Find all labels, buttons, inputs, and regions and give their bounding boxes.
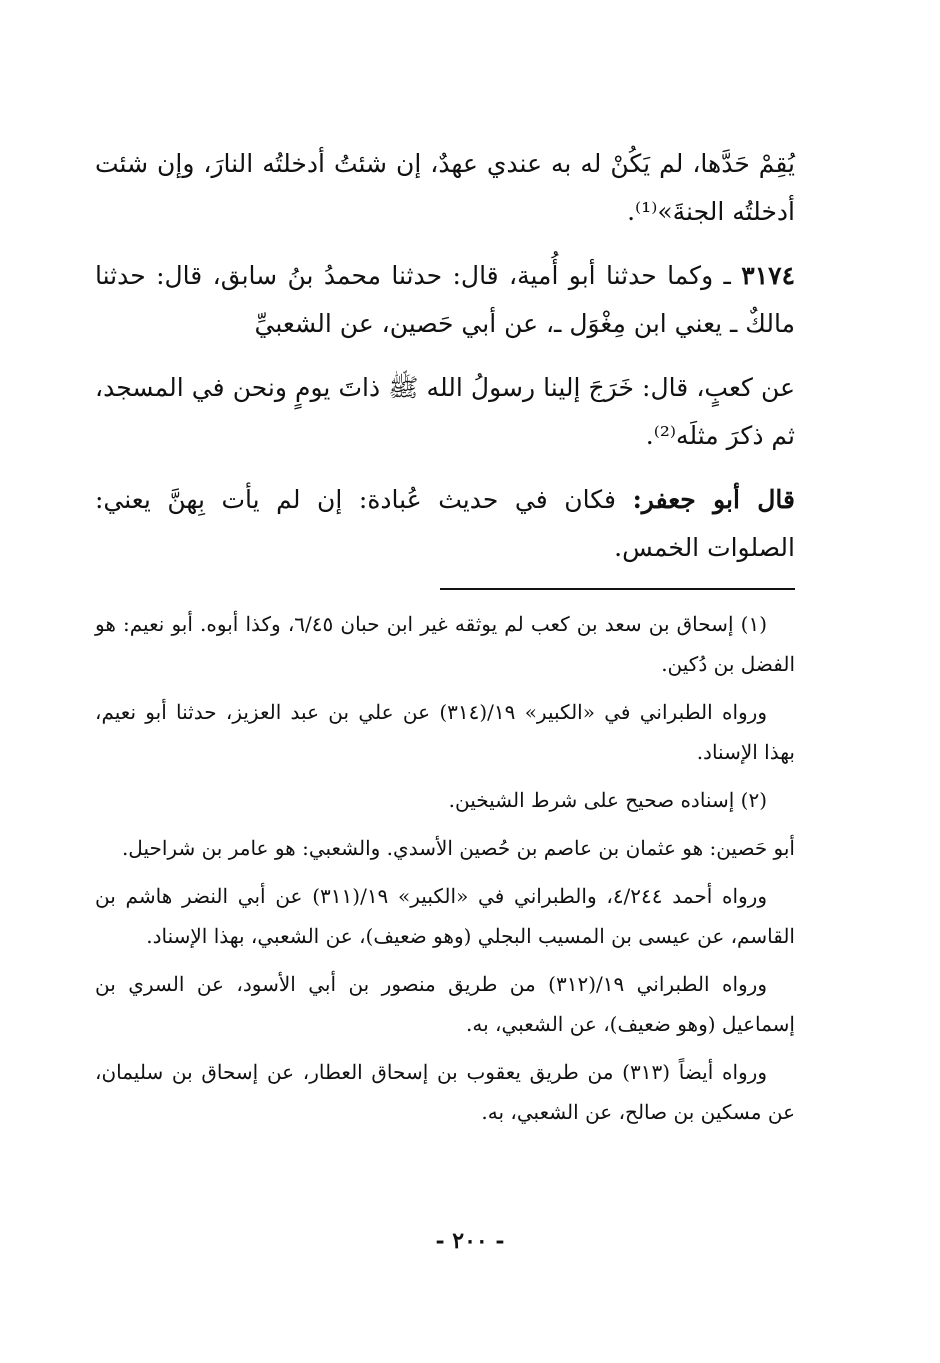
footnote-1-cont: ورواه الطبراني في «الكبير» ١٩/(٣١٤) عن علي بن عبد العزيز، حدثنا أبو نعيم، بهذا الإسناد. [95,700,795,764]
paragraph-continuation: يُقِمْ حَدَّها، لم يَكُنْ له به عندي عهدٌ، إن شئتُ أدخلتُه النارَ، وإن شئت أدخلتُه الجنةَ»⁽¹⁾. [95,149,795,226]
footnotes [95,604,795,1132]
footnote-2-cont: أبو حَصين: هو عثمان بن عاصم بن حُصين الأسدي. والشعبي: هو عامر بن شراحيل. [121,836,795,860]
hadith-3174 [95,252,795,348]
footnote-2-cont: ورواه الطبراني ١٩/(٣١٢) من طريق منصور بن أبي الأسود، عن السري بن إسماعيل (وهو ضعيف)، عن الشعبي، به. [95,972,795,1036]
author-comment-text: فكان في حديث عُبادة: إن لم يأت بِهنَّ يعني: الصلوات الخمس. [95,485,795,562]
hadith-isnad: ـ وكما حدثنا أبو أُمية، قال: حدثنا محمدُ بنُ سابق، قال: حدثنا مالكٌ ـ يعني ابن مِغْوَل ـ، عن أبي حَصين، عن الشعبيِّ [95,261,795,338]
footnote-2: (٢) إسناده صحيح على شرط الشيخين. [448,788,767,812]
footnote-separator [440,588,795,590]
hadith-matn: عن كعبٍ، قال: خَرَجَ إلينا رسولُ الله ﷺ ذاتَ يومٍ ونحن في المسجد، ثم ذكرَ مثلَه⁽²⁾. [95,373,795,450]
author-comment-lead: قال أبو جعفر: [632,485,795,514]
footnote-2-cont: ورواه أحمد ٤/٢٤٤، والطبراني في «الكبير» ١٩/(٣١١) عن أبي النضر هاشم بن القاسم، عن عيسى بن المسيب البجلي (وهو ضعيف)، عن الشعبي، بهذا الإسناد. [95,884,795,948]
hadith-number: ٣١٧٤ [741,261,795,290]
page-number: - ٢٠٠ - [435,1228,505,1254]
author-comment [95,476,795,572]
footnote-2-cont: ورواه أيضاً (٣١٣) من طريق يعقوب بن إسحاق العطار، عن إسحاق بن سليمان، عن مسكين بن صالح، عن الشعبي، به. [95,1060,795,1124]
page-body [95,140,795,1140]
footnote-1: (١) إسحاق بن سعد بن كعب لم يوثقه غير ابن حبان ٦/٤٥، وكذا أبوه. أبو نعيم: هو الفضل بن دُكين. [95,612,795,676]
main-text [95,140,795,572]
